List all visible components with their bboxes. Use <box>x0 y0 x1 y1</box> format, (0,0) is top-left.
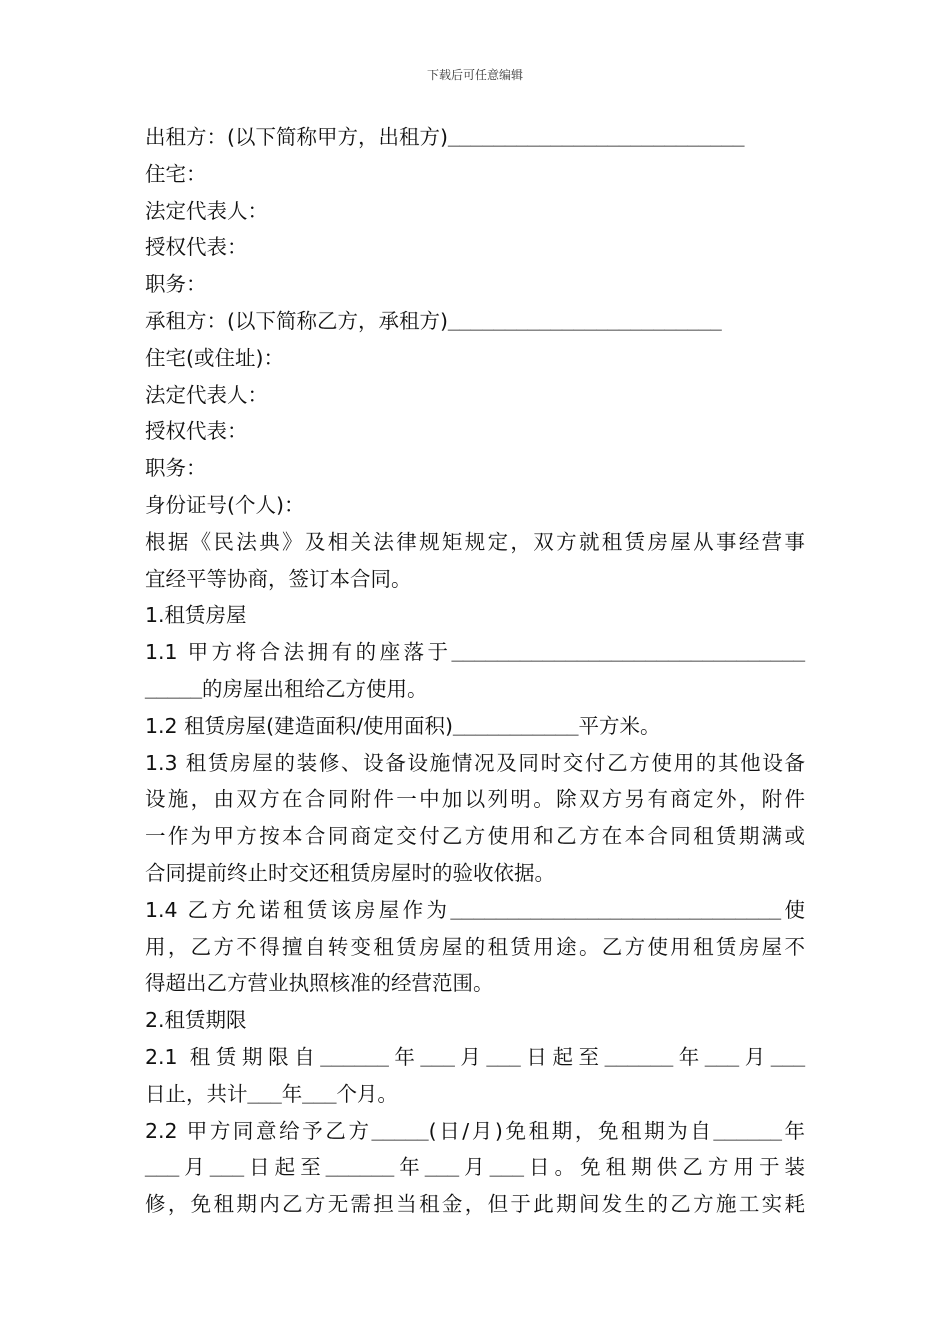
line-text: 日止，共计 <box>145 1081 248 1106</box>
document-line <box>145 1002 805 1039</box>
document-line <box>145 1076 805 1113</box>
document-line <box>145 524 805 561</box>
line-text: 得超出乙方营业执照核准的经营范围。 <box>145 971 494 996</box>
line-text: 月 <box>454 1044 487 1069</box>
line-text: 身份证号(个人)： <box>145 492 305 517</box>
line-text: 出租方：(以下简称甲方，出租方) <box>145 125 448 149</box>
fill-in-blank: ______ <box>325 1156 395 1180</box>
fill-in-blank: ______ <box>320 1045 389 1069</box>
fill-in-blank: __________________________ <box>448 126 745 149</box>
document-line <box>145 156 805 193</box>
fill-in-blank: _______________________________ <box>451 641 805 665</box>
line-text: 授权代表： <box>145 419 248 444</box>
line-text: 2.2 甲方同意给予乙方 <box>145 1118 372 1143</box>
document-line <box>145 377 805 414</box>
document-line <box>145 450 805 487</box>
fill-in-blank: ______ <box>713 1119 782 1143</box>
line-text: 1.4 乙方允诺租赁该房屋作为 <box>145 897 451 922</box>
line-text: 日起至 <box>244 1155 326 1180</box>
line-text: (日/月)免租期，免租期为自 <box>428 1118 714 1143</box>
line-text: 授权代表： <box>145 235 248 260</box>
document-line <box>145 413 805 450</box>
document-line <box>145 708 805 745</box>
document-line <box>145 855 805 892</box>
line-text: 设施，由双方在合同附件一中加以列明。除双方另有商定外，附件 <box>145 787 805 812</box>
line-text: 1.2 租赁房屋(建造面积/使用面积) <box>145 713 454 738</box>
fill-in-blank: ___ <box>209 1156 245 1180</box>
line-text: 使 <box>781 897 805 922</box>
fill-in-blank: ______ <box>604 1045 674 1069</box>
document-line <box>145 1039 805 1076</box>
line-text: 根据《民法典》及相关法律规矩规定，双方就租赁房屋从事经营事 <box>145 529 805 554</box>
document-line <box>145 119 805 156</box>
fill-in-blank: ___ <box>704 1045 740 1069</box>
fill-in-blank: ________________________ <box>448 309 722 333</box>
line-text: 用，乙方不得擅自转变租赁房屋的租赁用途。乙方使用租赁房屋不 <box>145 934 805 959</box>
line-text: 年 <box>394 1155 425 1180</box>
document-body <box>145 119 805 1223</box>
fill-in-blank: ___ <box>770 1045 806 1069</box>
line-text: 一作为甲方按本合同商定交付乙方使用和乙方在本合同租赁期满或 <box>145 824 805 849</box>
line-text: 1.3 租赁房屋的装修、设备设施情况及同时交付乙方使用的其他设备 <box>145 750 805 775</box>
line-text: 年 <box>781 1118 806 1143</box>
line-text: 承租方：(以下简称乙方，承租方) <box>145 308 448 333</box>
fill-in-blank: ___ <box>489 1156 524 1180</box>
line-text: 日起至 <box>520 1044 605 1069</box>
line-text: 年 <box>388 1044 421 1069</box>
line-text: 1.1 甲方将合法拥有的座落于 <box>145 640 452 665</box>
document-line <box>145 487 805 524</box>
line-text: 1.租赁房屋 <box>145 603 247 628</box>
document-line <box>145 892 805 929</box>
fill-in-blank: ___ <box>424 1156 460 1180</box>
line-text: 平方米。 <box>578 713 661 738</box>
line-text: 法定代表人： <box>145 198 268 223</box>
line-text: 月 <box>459 1155 490 1180</box>
line-text: 日。免租期供乙方用于装 <box>523 1155 806 1180</box>
fill-in-blank: _____________________________ <box>450 898 782 922</box>
document-line <box>145 340 805 377</box>
fill-in-blank: ___ <box>486 1045 521 1069</box>
document-line <box>145 818 805 855</box>
line-text: 月 <box>739 1044 771 1069</box>
document-line <box>145 965 805 1002</box>
line-text: 宜经平等协商，签订本合同。 <box>145 566 412 591</box>
line-text: 住宅(或住址)： <box>145 345 284 370</box>
document-line <box>145 561 805 598</box>
document-line <box>145 1113 805 1150</box>
document-line <box>145 671 805 708</box>
page-header-note: 下载后可任意编辑 <box>426 68 523 82</box>
document-line <box>145 229 805 266</box>
document-line <box>145 266 805 303</box>
line-text: 职务： <box>145 456 207 481</box>
fill-in-blank: ___ <box>420 1045 455 1069</box>
document-line <box>145 745 805 782</box>
document-line <box>145 303 805 340</box>
fill-in-blank: ___________ <box>453 714 579 738</box>
line-text: 的房屋出租给乙方使用。 <box>202 676 428 701</box>
document-line <box>145 597 805 634</box>
line-text: 月 <box>179 1155 210 1180</box>
document-line <box>145 781 805 818</box>
line-text: 2.租赁期限 <box>145 1008 247 1033</box>
fill-in-blank: ___ <box>145 1156 180 1180</box>
fill-in-blank: ___ <box>302 1082 337 1106</box>
fill-in-blank: ___ <box>247 1082 282 1106</box>
fill-in-blank: _____ <box>371 1119 429 1143</box>
fill-in-blank: _____ <box>145 677 203 701</box>
line-text: 个月。 <box>336 1081 398 1106</box>
line-text: 年 <box>281 1081 303 1106</box>
document-line <box>145 1186 805 1223</box>
line-text: 职务： <box>145 272 207 297</box>
line-text: 修，免租期内乙方无需担当租金，但于此期间发生的乙方施工实耗 <box>145 1192 805 1217</box>
line-text: 法定代表人： <box>145 382 268 407</box>
line-text: 住宅： <box>145 161 207 186</box>
line-text: 合同提前终止时交还租赁房屋时的验收依据。 <box>145 860 555 885</box>
line-text: 2.1 租赁期限自 <box>145 1044 321 1069</box>
line-text: 年 <box>673 1044 705 1069</box>
document-line <box>145 929 805 966</box>
document-line <box>145 193 805 230</box>
document-line <box>145 634 805 671</box>
document-line <box>145 1149 805 1186</box>
